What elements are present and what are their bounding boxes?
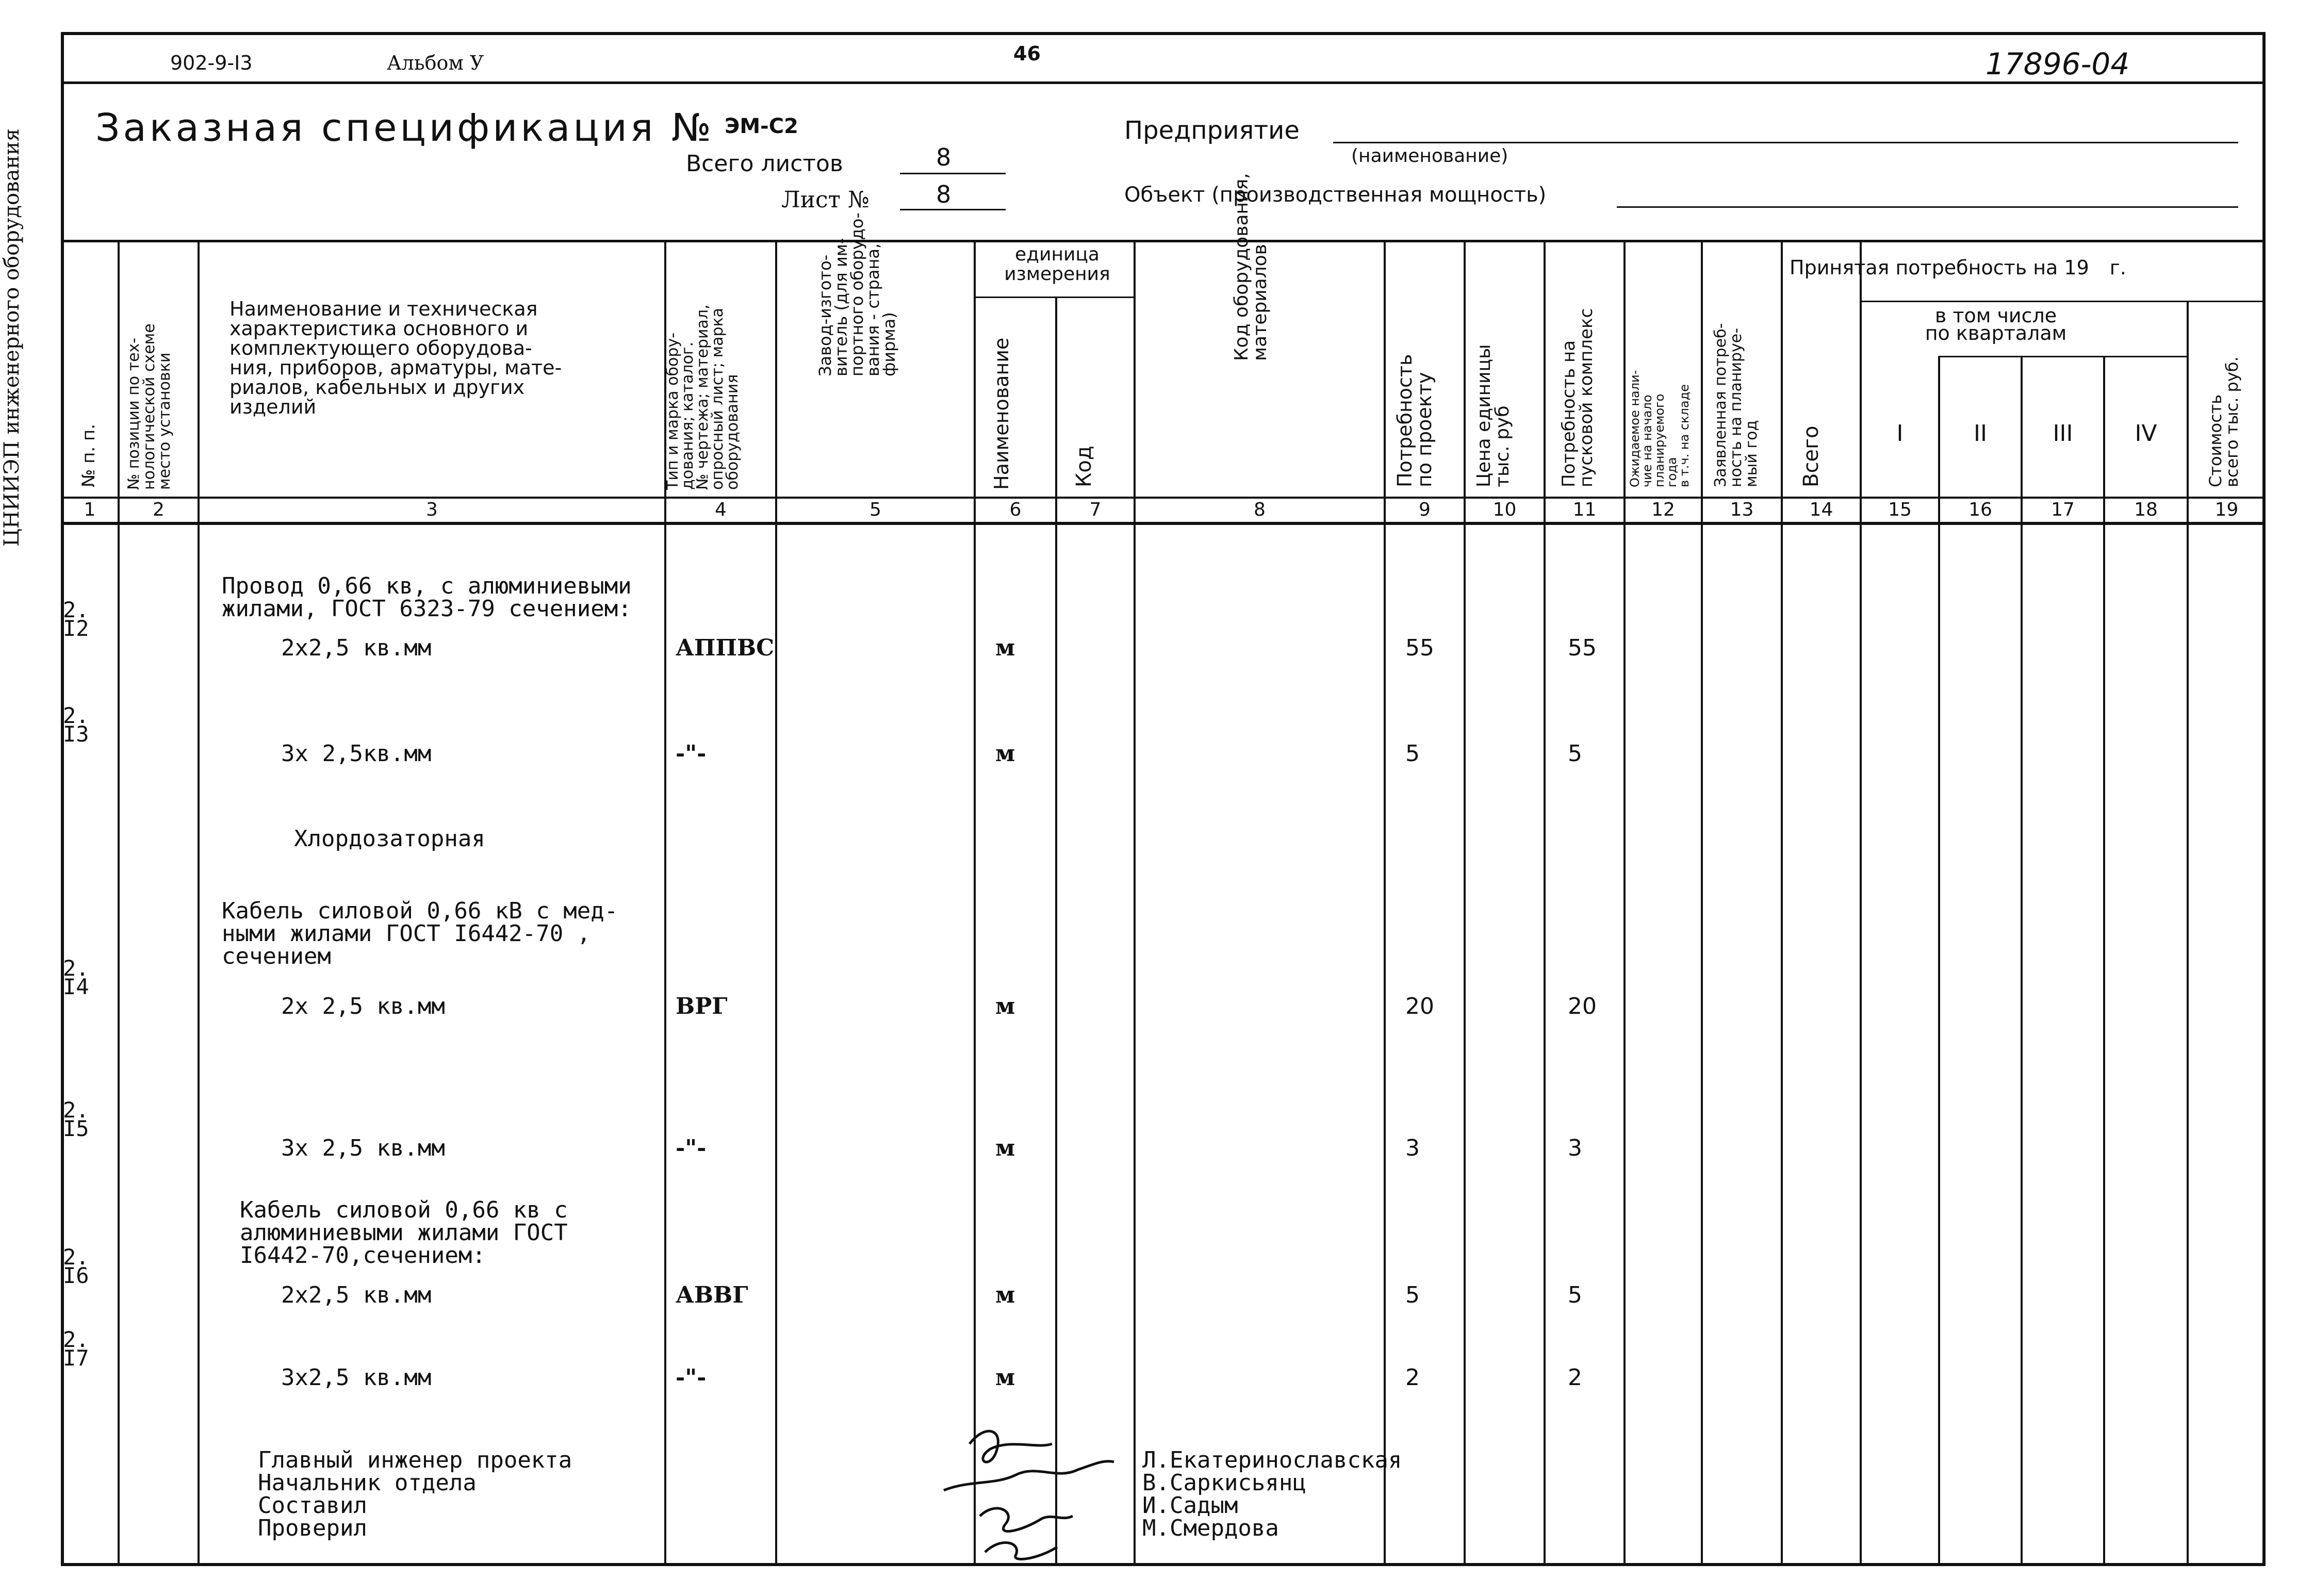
- column-number: 6: [1009, 499, 1022, 520]
- divider: [61, 81, 2266, 84]
- enterprise-line: [1333, 142, 2238, 143]
- row-type: -"-: [676, 741, 707, 767]
- row-description: 3х 2,5 кв.мм: [281, 1135, 445, 1161]
- underline: [900, 173, 1006, 174]
- row-description: Кабель силовой 0,66 кв с алюминиевыми жилами ГОСТ I6442-70,сечением:: [240, 1197, 568, 1269]
- row-unit: м: [995, 635, 1015, 661]
- row-position: 2. I2: [63, 597, 89, 641]
- column-line: [118, 240, 120, 1565]
- row-need-project: 20: [1405, 993, 1434, 1019]
- row-unit: м: [995, 1282, 1015, 1308]
- row-type: АВВГ: [676, 1282, 748, 1308]
- row-unit: м: [995, 741, 1015, 767]
- column-line: [1384, 240, 1386, 1565]
- row-unit: м: [995, 1135, 1015, 1161]
- row-type: АППВС: [676, 635, 775, 661]
- column-number: 8: [1254, 499, 1266, 520]
- row-unit: м: [995, 993, 1015, 1019]
- col-head-12: Ожидаемое нали- чие на начало планируемого года в т.ч. на складе: [1628, 370, 1692, 487]
- column-line: [198, 240, 200, 1565]
- row-position: 2. I7: [63, 1327, 89, 1371]
- row-need-project: 5: [1405, 1282, 1420, 1308]
- row-description: Хлордозаторная: [294, 826, 485, 852]
- row-need-startup: 2: [1568, 1364, 1582, 1391]
- column-number: 9: [1419, 499, 1431, 520]
- accepted-suffix: г.: [2109, 256, 2126, 279]
- total-sheets-value: 8: [936, 143, 951, 171]
- col-head-3: Наименование и техническая характеристика основного и комплектующего оборудова- ния, приборов, арматуры, мате- риалов, кабельных и других изделий: [229, 298, 562, 418]
- col-head-19: Стоимость всего тыс. руб.: [2206, 356, 2242, 487]
- column-number: 3: [426, 499, 438, 520]
- column-line: [1701, 240, 1703, 1565]
- album-label: Альбом У: [387, 52, 484, 74]
- signature-roles: Главный инженер проекта Начальник отдела Составил Проверил: [258, 1447, 572, 1541]
- page-number: 46: [1013, 42, 1041, 65]
- col-head-8: Код оборудования, материалов: [1231, 173, 1271, 361]
- row-description: 2х2,5 кв.мм: [281, 1282, 432, 1308]
- col-head-7: Код: [1072, 446, 1096, 487]
- row-description: Провод 0,66 кв, с алюминиевыми жилами, ГОСТ 6323-79 сечением:: [222, 573, 632, 622]
- col-head-1: № п. п.: [78, 423, 99, 487]
- column-line: [1464, 240, 1466, 1565]
- column-line: [1055, 297, 1057, 1565]
- signature-names: Л.Екатеринославская В.Саркисьянц И.Садым М.Смердова: [1142, 1447, 1402, 1541]
- row-need-startup: 5: [1568, 741, 1582, 767]
- column-number: 13: [1730, 499, 1754, 520]
- column-number: 1: [84, 499, 96, 520]
- row-need-startup: 20: [1568, 993, 1597, 1019]
- accepted-subdivider: [1861, 301, 2266, 302]
- column-number: 19: [2214, 499, 2239, 520]
- column-line: [1134, 240, 1136, 1565]
- row-position: 2. I6: [63, 1244, 89, 1288]
- col-head-14: Всего: [1799, 425, 1823, 487]
- name-hint: (наименование): [1351, 145, 1508, 167]
- column-number: 14: [1809, 499, 1833, 520]
- col-head-9: Потребность по проекту: [1393, 354, 1436, 487]
- unit-subdivider: [975, 297, 1135, 298]
- row-need-project: 3: [1405, 1135, 1420, 1161]
- column-number: 17: [2051, 499, 2075, 520]
- row-description: 2х 2,5 кв.мм: [281, 993, 445, 1019]
- row-description: 3х 2,5кв.мм: [281, 741, 432, 767]
- accepted-label: Принятая потребность на 19: [1790, 256, 2089, 279]
- sheet-label: Лист №: [781, 187, 869, 213]
- spec-title: Заказная спецификация №: [95, 106, 714, 150]
- object-line: [1617, 206, 2238, 208]
- column-number: 2: [153, 499, 165, 520]
- column-number: 16: [1968, 499, 1992, 520]
- table-top-line: [61, 240, 2266, 242]
- column-line: [974, 240, 976, 1565]
- column-number: 5: [869, 499, 881, 520]
- col-head-4: Тип и марка обору- дования; каталог. № чертежа; материал, опросный лист; марка оборудования: [664, 304, 742, 490]
- handwritten-signatures: [939, 1413, 1145, 1568]
- col-head-2: № позиции по тех- нологической схеме место установки: [125, 323, 174, 490]
- col-head-5: Завод-изгото- витель (для им- портного оборудо- вания - страна, фирма): [815, 212, 899, 376]
- col-head-16: II: [1974, 420, 1987, 447]
- column-number: 18: [2134, 499, 2158, 520]
- spec-number: ЭМ-С2: [725, 114, 798, 138]
- row-type: -"-: [676, 1135, 707, 1161]
- column-line: [2103, 356, 2105, 1565]
- numbers-bottom-line: [61, 522, 2266, 525]
- side-label: ЦНИИЭП инженерного оборудования: [0, 128, 24, 547]
- header-bottom-line: [61, 497, 2266, 499]
- row-unit: м: [995, 1364, 1015, 1391]
- column-line: [775, 240, 777, 1565]
- row-type: -"-: [676, 1364, 707, 1391]
- row-description: 3х2,5 кв.мм: [281, 1364, 432, 1391]
- row-need-project: 2: [1405, 1364, 1420, 1391]
- col-head-6: Наименование: [990, 337, 1013, 490]
- col-head-unit: единица измерения: [1004, 244, 1110, 285]
- column-number: 15: [1888, 499, 1912, 520]
- col-head-11: Потребность на пусковой комплекс: [1558, 308, 1597, 487]
- enterprise-label: Предприятие: [1124, 116, 1300, 145]
- col-head-17: III: [2053, 420, 2073, 447]
- row-need-startup: 55: [1568, 635, 1597, 661]
- object-label: Объект (производственная мощность): [1124, 183, 1547, 207]
- document-number: 17896-04: [1986, 46, 2130, 81]
- row-position: 2. I5: [63, 1097, 89, 1141]
- column-line: [1938, 356, 1940, 1565]
- column-line: [1781, 240, 1783, 1565]
- column-line: [1623, 240, 1626, 1565]
- row-need-project: 55: [1405, 635, 1434, 661]
- project-code: 902-9-I3: [170, 52, 253, 74]
- row-description: 2х2,5 кв.мм: [281, 635, 432, 661]
- column-number: 10: [1492, 499, 1517, 520]
- column-number: 12: [1651, 499, 1675, 520]
- col-head-18: IV: [2135, 420, 2157, 447]
- row-need-startup: 3: [1568, 1135, 1582, 1161]
- row-position: 2. I3: [63, 703, 89, 747]
- col-head-13: Заявленная потреб- ность на планируе- мый год: [1712, 323, 1761, 487]
- column-number: 4: [715, 499, 727, 520]
- underline: [900, 209, 1006, 210]
- row-type: ВРГ: [676, 993, 728, 1019]
- quarters-subdivider: [1939, 356, 2188, 357]
- col-head-quarters: в том числе по кварталам: [1925, 304, 2067, 344]
- total-sheets-label: Всего листов: [686, 151, 843, 177]
- column-line: [2021, 356, 2023, 1565]
- column-line: [1544, 240, 1546, 1565]
- row-need-project: 5: [1405, 741, 1420, 767]
- col-head-10: Цена единицы тыс. руб: [1473, 344, 1513, 487]
- col-head-accepted: [1790, 258, 2126, 277]
- column-line: [2187, 301, 2189, 1565]
- sheet-value: 8: [936, 180, 951, 208]
- row-position: 2. I4: [63, 956, 89, 999]
- column-number: 7: [1089, 499, 1102, 520]
- column-number: 11: [1572, 499, 1597, 520]
- col-head-15: I: [1896, 420, 1904, 447]
- row-need-startup: 5: [1568, 1282, 1582, 1308]
- row-description: Кабель силовой 0,66 кВ с мед- ными жилами ГОСТ I6442-70 , сечением: [222, 898, 618, 969]
